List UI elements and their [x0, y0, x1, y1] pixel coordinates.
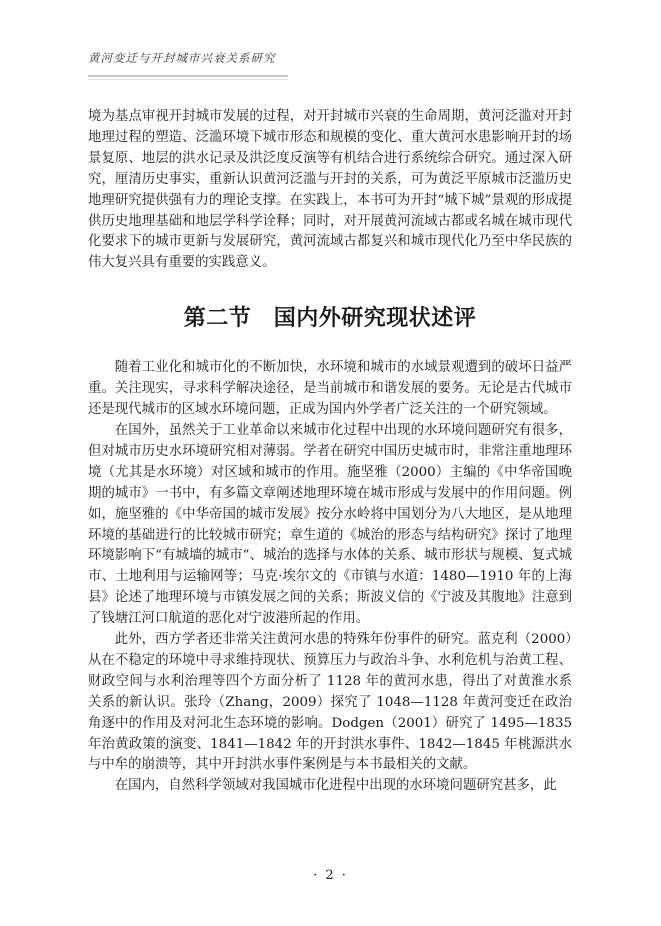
page-number: · 2 ·	[313, 868, 348, 883]
body-paragraph-4: 在国内，自然科学领域对我国城市化进程中出现的水环境问题研究甚多，此	[114, 778, 557, 794]
body-paragraph-1: 随着工业化和城市化的不断加快，水环境和城市的水域景观遭到的破坏日益严重。关注现实，寻求科学解决途径，是当前城市和谐发展的要务。无论是古代城市还是现代城市的区域水环境问题，正成为国内外学者广泛关注的一个研究领域。	[88, 360, 572, 418]
section-title: 第二节 国内外研究现状述评	[183, 306, 477, 332]
body-paragraph-2: 在国外，虽然关于工业革命以来城市化过程中出现的水环境问题研究有很多，但对城市历史水环境研究相对薄弱。学者在研究中国历史城市时，非常注重地理环境（尤其是水环境）对区域和城市的作用。施坚雅（2000）主编的《中华帝国晚期的城市》一书中，有多篇文章阐述地理环境在城市形成与发展中的作用问题。例如，施坚雅的《中华帝国的城市发展》按分水岭将中国划分为八大地区，是从地理环境的基础进行的比较城市研究；章生道的《城治的形态与结构研究》探讨了地理环境影响下“有城墙的城市”、城治的选择与水体的关系、城市形状与规模、复式城市、土地利用与运输网等；马克·埃尔文的《市镇与水道：1480—1910 年的上海县》论述了地理环境与市镇发展之间的关系；斯波义信的《宁波及其腹地》注意到了钱塘江河口航道的恶化对宁波港所起的作用。	[88, 422, 572, 627]
header-rule	[88, 75, 288, 77]
running-header	[88, 50, 288, 66]
body-paragraph-3: 此外，西方学者还非常关注黄河水患的特殊年份事件的研究。蓝克利（2000）从在不稳定的环境中寻求维持现状、预算压力与政治斗争、水利危机与治黄工程、财政空间与水利治理等四个方面分析了 1128 年的黄河水患，得出了对黄淮水系关系的新认识。张玲（Zhang，2009）探究了 1048—1128 年黄河变迁在政治角逐中的作用及对河北生态环境的影响。Dodgen（2001）研究了 1495—1835 年治黄政策的演变、1841—1842 年的开封洪水事件、1842—1845 年桃源洪水与中牟的崩溃等，其中开封洪水事件案例是与本书最相关的文献。	[88, 632, 572, 773]
continued-paragraph: 境为基点审视开封城市发展的过程，对开封城市兴衰的生命周期，黄河泛滥对开封地理过程的塑造、泛滥环境下城市形态和规模的变化、重大黄河水患影响开封的场景复原、地层的洪水记录及洪泛度反演等有机结合进行系统综合研究。通过深入研究，厘清历史事实，重新认识黄河泛滥与开封的关系，可为黄泛平原城市泛滥历史地理研究提供强有力的理论支撑。在实践上，本书可为开封“城下城”景观的形成提供历史地理基础和地层学科学诠释；同时，对开展黄河流域古都或名城在城市现代化要求下的城市更新与发展研究，黄河流域古都复兴和城市现代化乃至中华民族的伟大复兴具有重要的实践意义。	[88, 109, 572, 271]
page-body	[88, 107, 572, 797]
running-header-title: 黄河变迁与开封城市兴衰关系研究	[88, 51, 276, 65]
header-rule-thin	[88, 79, 288, 80]
